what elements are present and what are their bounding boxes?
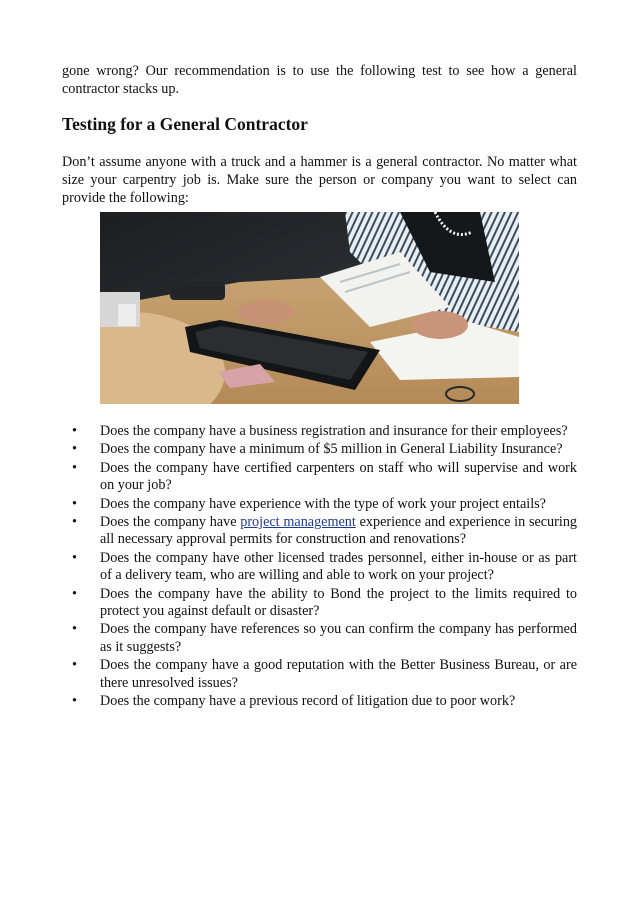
list-item [62, 441, 577, 458]
list-item [62, 460, 577, 495]
list-item-text-before: Does the company have [100, 514, 241, 531]
list-item [62, 550, 577, 585]
bullet: • [72, 585, 77, 602]
list-item-text: Does the company have certified carpenters on staff who will supervise and work on your job? [100, 459, 577, 494]
requirements-list [62, 423, 577, 712]
list-item [62, 514, 577, 549]
bullet: • [72, 657, 77, 674]
left-hand [237, 300, 293, 324]
list-item-text: Does the company have a good reputation with the Better Business Bureau, or are there unresolved issues? [100, 657, 577, 691]
list-item [62, 496, 577, 513]
intro-paragraph: gone wrong? Our recommendation is to use the following test to see how a general contractor stacks up. [62, 63, 577, 97]
list-item-text: Does the company have the ability to Bond the project to the limits required to protect you against default or disaster? [100, 585, 577, 620]
bullet: • [72, 441, 77, 458]
device [118, 304, 136, 326]
bullet: • [72, 495, 77, 512]
bullet: • [72, 549, 77, 566]
desk-photo [100, 212, 519, 404]
list-item [62, 621, 577, 656]
list-item-text: Does the company have other licensed trades personnel, either in-house or as part of a delivery team, who are willing and able to work on your project? [100, 549, 577, 584]
body-paragraph: Don’t assume anyone with a truck and a hammer is a general contractor. No matter what size your carpentry job is. Make sure the person or company you want to select can provide the following: [62, 154, 577, 206]
list-item-text: Does the company have a previous record of litigation due to poor work? [100, 693, 516, 710]
list-item-text: Does the company have a minimum of $5 million in General Liability Insurance? [100, 441, 563, 458]
bullet: • [72, 423, 77, 439]
list-item [62, 657, 577, 692]
right-hand [412, 311, 468, 339]
list-item [62, 423, 577, 440]
list-item-text: Does the company have references so you can confirm the company has performed as it suggests? [100, 621, 577, 655]
list-item [62, 693, 577, 710]
section-heading: Testing for a General Contractor [62, 114, 308, 134]
project-management-link[interactable]: project management [240, 514, 356, 531]
list-item-text: Does the company have a business registration and insurance for their employees? [100, 423, 568, 439]
list-item-text: Does the company have experience with the type of work your project entails? [100, 495, 546, 512]
bullet: • [72, 514, 77, 531]
list-item-text [100, 514, 577, 547]
bullet: • [72, 693, 77, 710]
phone [170, 282, 225, 300]
bullet: • [72, 459, 77, 476]
list-item [62, 586, 577, 621]
bullet: • [72, 621, 77, 638]
list-item-text-after: experience and experience in securing all necessary approval permits for construction and renovations? [100, 514, 578, 548]
